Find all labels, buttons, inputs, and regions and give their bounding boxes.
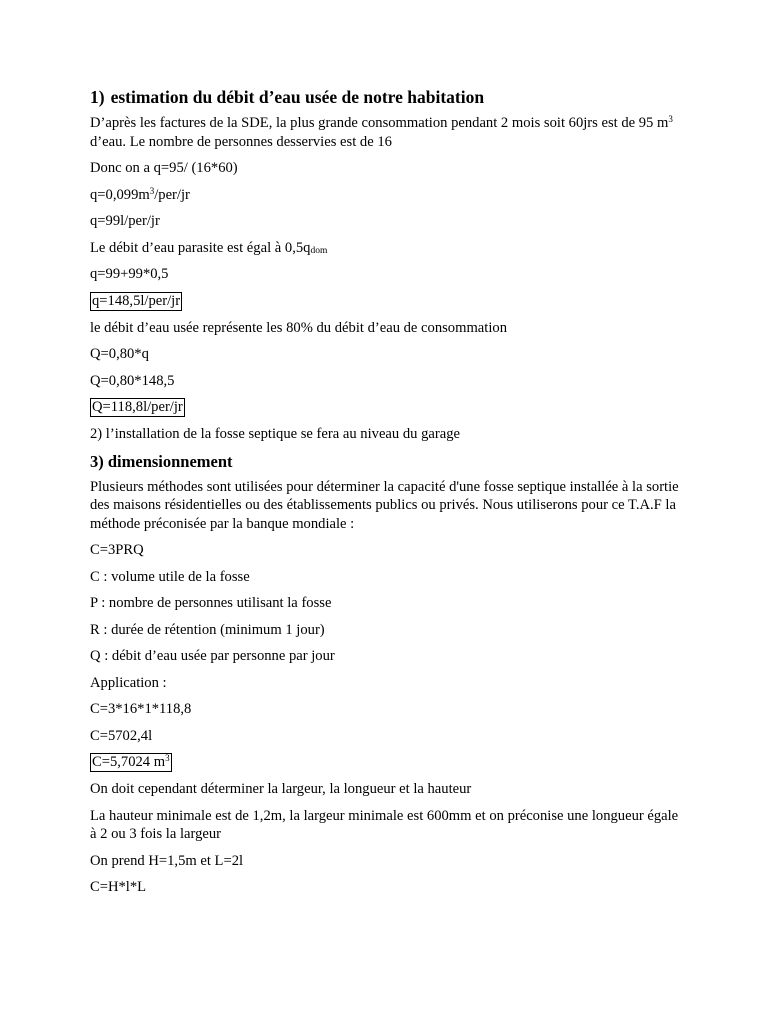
calc-q-formula: Donc on a q=95/ (16*60) [90,160,238,176]
q-result-box: q=148,5l/per/jr [92,292,181,309]
section1-number: 1) [90,87,105,107]
parasite-subscript: dom [310,245,328,256]
def-P-line: P : nombre de personnes utilisant la fosse [90,595,332,611]
min-line: La hauteur minimale est de 1,2m, la largeur minimale est 600mm et on préconise une longueur égale à 2 ou 3 fois la largeur [90,807,679,842]
assume-line: On prend H=1,5m et L=2l [90,852,244,869]
section2-line: 2) l’installation de la fosse septique se fera au niveau du garage [90,426,460,442]
Q-formula-line: Q=0,80*q [90,346,149,362]
intro-superscript: 3 [668,114,673,124]
q-m3-line [90,186,680,205]
Q-calc-line: Q=0,80*148,5 [90,372,175,389]
intro-text-a: D’après les factures de la SDE, la plus grande consommation pendant 2 mois soit 60jrs est de 95 m [90,115,669,131]
app-result-text: C=5,7024 m [92,754,166,770]
def-Q-line: Q : débit d’eau usée par personne par jour [90,648,335,664]
q-m3-text-b: /per/jr [154,186,190,203]
q-result-line [90,292,680,311]
section1-heading [90,86,680,108]
app-result-box [90,753,172,772]
application-label: Application : [90,674,167,691]
wastewater-line: le débit d’eau usée représente les 80% du débit d’eau de consommation [90,319,507,336]
def-C-line: C : volume utile de la fosse [90,568,250,585]
section3-heading: 3) dimensionnement [90,451,233,471]
section1-title: estimation du débit d’eau usée de notre habitation [110,87,485,107]
dims-line: On doit cependant déterminer la largeur, la longueur et la hauteur [90,781,472,797]
Q-result-box: Q=118,8l/per/jr [92,399,183,415]
parasite-text: Le débit d’eau parasite est égal à 0,5q [90,239,311,256]
formula-line: C=3PRQ [90,542,144,558]
document-page [90,86,680,905]
section1-intro [90,114,680,151]
section3-intro: Plusieurs méthodes sont utilisées pour déterminer la capacité d'une fosse septique installée à la sortie des maisons résidentielles ou des établissements publics ou privés. Nous utiliserons pour ce T.A.F la méthode préconisée par la banque mondiale : [90,478,679,532]
app-result-line [90,753,680,772]
app-liters-line: C=5702,4l [90,727,153,744]
app-calc-line: C=3*16*1*118,8 [90,701,192,717]
Q-result-line [90,398,680,417]
volume-formula-line: C=H*l*L [90,879,147,895]
q-liters-line: q=99l/per/jr [90,213,160,229]
def-R-line: R : durée de rétention (minimum 1 jour) [90,621,325,638]
q-m3-text-a: q=0,099m [90,186,150,203]
parasite-line [90,239,680,258]
app-result-superscript: 3 [165,753,170,763]
q-m3-superscript: 3 [149,185,155,196]
q-sum-line: q=99+99*0,5 [90,266,169,282]
intro-text-b: d’eau. Le nombre de personnes desservies est de 16 [90,133,392,150]
